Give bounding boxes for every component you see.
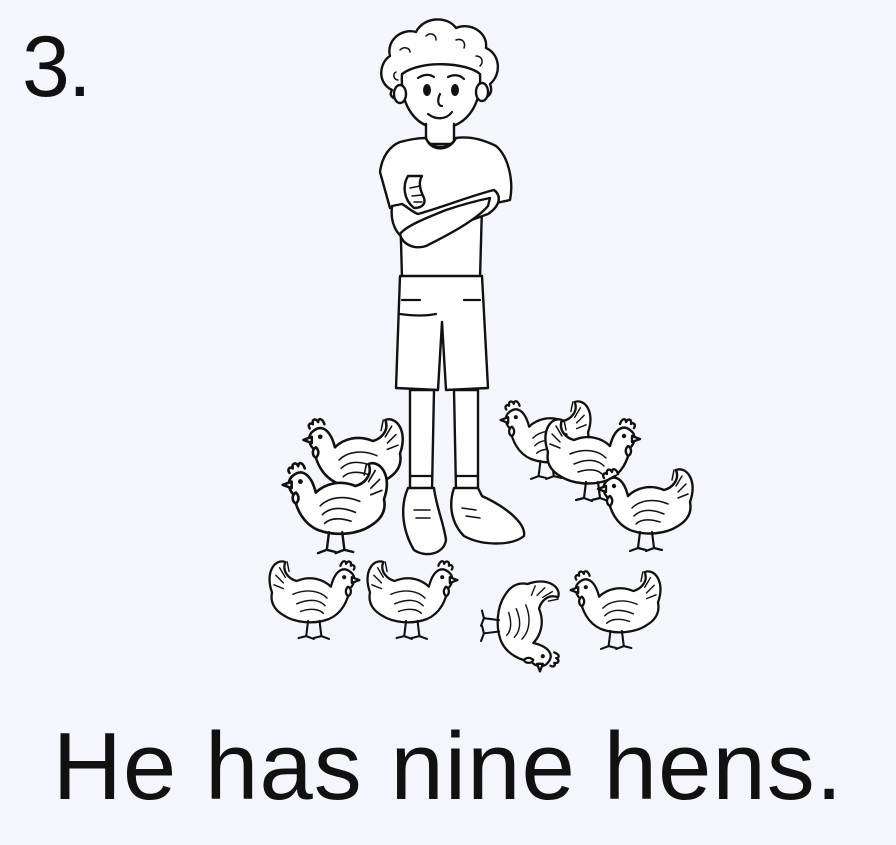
page-number: 3. [22, 19, 90, 115]
boy-with-hens-illustration [250, 10, 710, 700]
hen-icon [481, 582, 559, 672]
hen-icon [598, 469, 693, 551]
boy-icon [380, 19, 524, 554]
hen-icon [270, 561, 360, 639]
hen-icon [368, 561, 458, 639]
hen-icon [571, 571, 661, 649]
sentence-caption: He has nine hens. [52, 713, 844, 820]
